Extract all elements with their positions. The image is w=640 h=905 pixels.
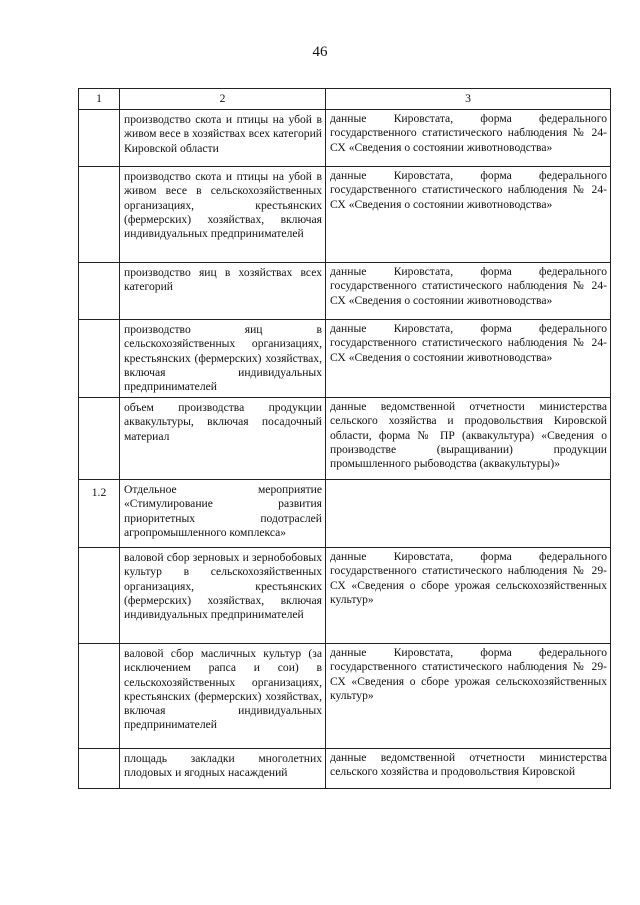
table-row bbox=[79, 167, 611, 263]
table-row bbox=[79, 644, 611, 749]
data-source: данные Кировстата, форма федерального государственного статистического наблюдения № 24-СХ «Сведения о состоянии животноводства» bbox=[326, 263, 611, 320]
table-row bbox=[79, 398, 611, 480]
row-number bbox=[79, 110, 120, 167]
data-source: данные ведомственной отчетности министерства сельского хозяйства и продовольствия Кировской bbox=[326, 749, 611, 789]
indicator-name: валовой сбор масличных культур (за исключением рапса и сои) в сельскохозяйственных организациях, крестьянских (фермерских) хозяйствах, включая индивидуальных предпринимателей bbox=[120, 644, 326, 749]
data-source: данные Кировстата, форма федерального государственного статистического наблюдения № 24-СХ «Сведения о состоянии животноводства» bbox=[326, 320, 611, 398]
indicator-name: площадь закладки многолетних плодовых и ягодных насаждений bbox=[120, 749, 326, 789]
table-row bbox=[79, 110, 611, 167]
row-number bbox=[79, 398, 120, 480]
indicator-name: производство скота и птицы на убой в живом весе в хозяйствах всех категорий Кировской области bbox=[120, 110, 326, 167]
column-header-2: 2 bbox=[120, 89, 326, 110]
table-row bbox=[79, 263, 611, 320]
data-source: данные Кировстата, форма федерального государственного статистического наблюдения № 24-СХ «Сведения о состоянии животноводства» bbox=[326, 110, 611, 167]
column-header-1: 1 bbox=[79, 89, 120, 110]
indicator-name: валовой сбор зерновых и зернобобовых культур в сельскохозяйственных организациях, крестьянских (фермерских) хозяйствах, включая индивидуальных предпринимателей bbox=[120, 548, 326, 644]
row-number bbox=[79, 548, 120, 644]
indicator-name: объем производства продукции аквакультуры, включая посадочный материал bbox=[120, 398, 326, 480]
row-number bbox=[79, 263, 120, 320]
table-row bbox=[79, 749, 611, 789]
table-row bbox=[79, 320, 611, 398]
data-source: данные ведомственной отчетности министерства сельского хозяйства и продовольствия Кировской области, форма № ПР (аквакультура) «Сведения о производстве (выращивании) продукции промышленного рыбоводства (аквакультуры)» bbox=[326, 398, 611, 480]
row-number bbox=[79, 320, 120, 398]
row-number bbox=[79, 167, 120, 263]
data-source: данные Кировстата, форма федерального государственного статистического наблюдения № 29-СХ «Сведения о сборе урожая сельскохозяйственных культур» bbox=[326, 644, 611, 749]
indicator-name: производство яиц в сельскохозяйственных организациях, крестьянских (фермерских) хозяйствах, включая индивидуальных предпринимателей bbox=[120, 320, 326, 398]
table-header-row bbox=[79, 89, 611, 110]
data-source bbox=[326, 480, 611, 548]
measure-name: Отдельное мероприятие «Стимулирование развития приоритетных подотраслей агропромышленного комплекса» bbox=[120, 480, 326, 548]
indicator-name: производство скота и птицы на убой в живом весе в сельскохозяйственных организациях, крестьянских (фермерских) хозяйствах, включая индивидуальных предпринимателей bbox=[120, 167, 326, 263]
table-row bbox=[79, 548, 611, 644]
data-source: данные Кировстата, форма федерального государственного статистического наблюдения № 29-СХ «Сведения о сборе урожая сельскохозяйственных культур» bbox=[326, 548, 611, 644]
data-source: данные Кировстата, форма федерального государственного статистического наблюдения № 24-СХ «Сведения о состоянии животноводства» bbox=[326, 167, 611, 263]
indicator-name: производство яиц в хозяйствах всех категорий bbox=[120, 263, 326, 320]
row-number: 1.2 bbox=[79, 480, 120, 548]
page-number: 46 bbox=[312, 44, 328, 60]
table-row-section bbox=[79, 480, 611, 548]
column-header-3: 3 bbox=[326, 89, 611, 110]
indicators-table bbox=[78, 88, 611, 789]
row-number bbox=[79, 644, 120, 749]
row-number bbox=[79, 749, 120, 789]
